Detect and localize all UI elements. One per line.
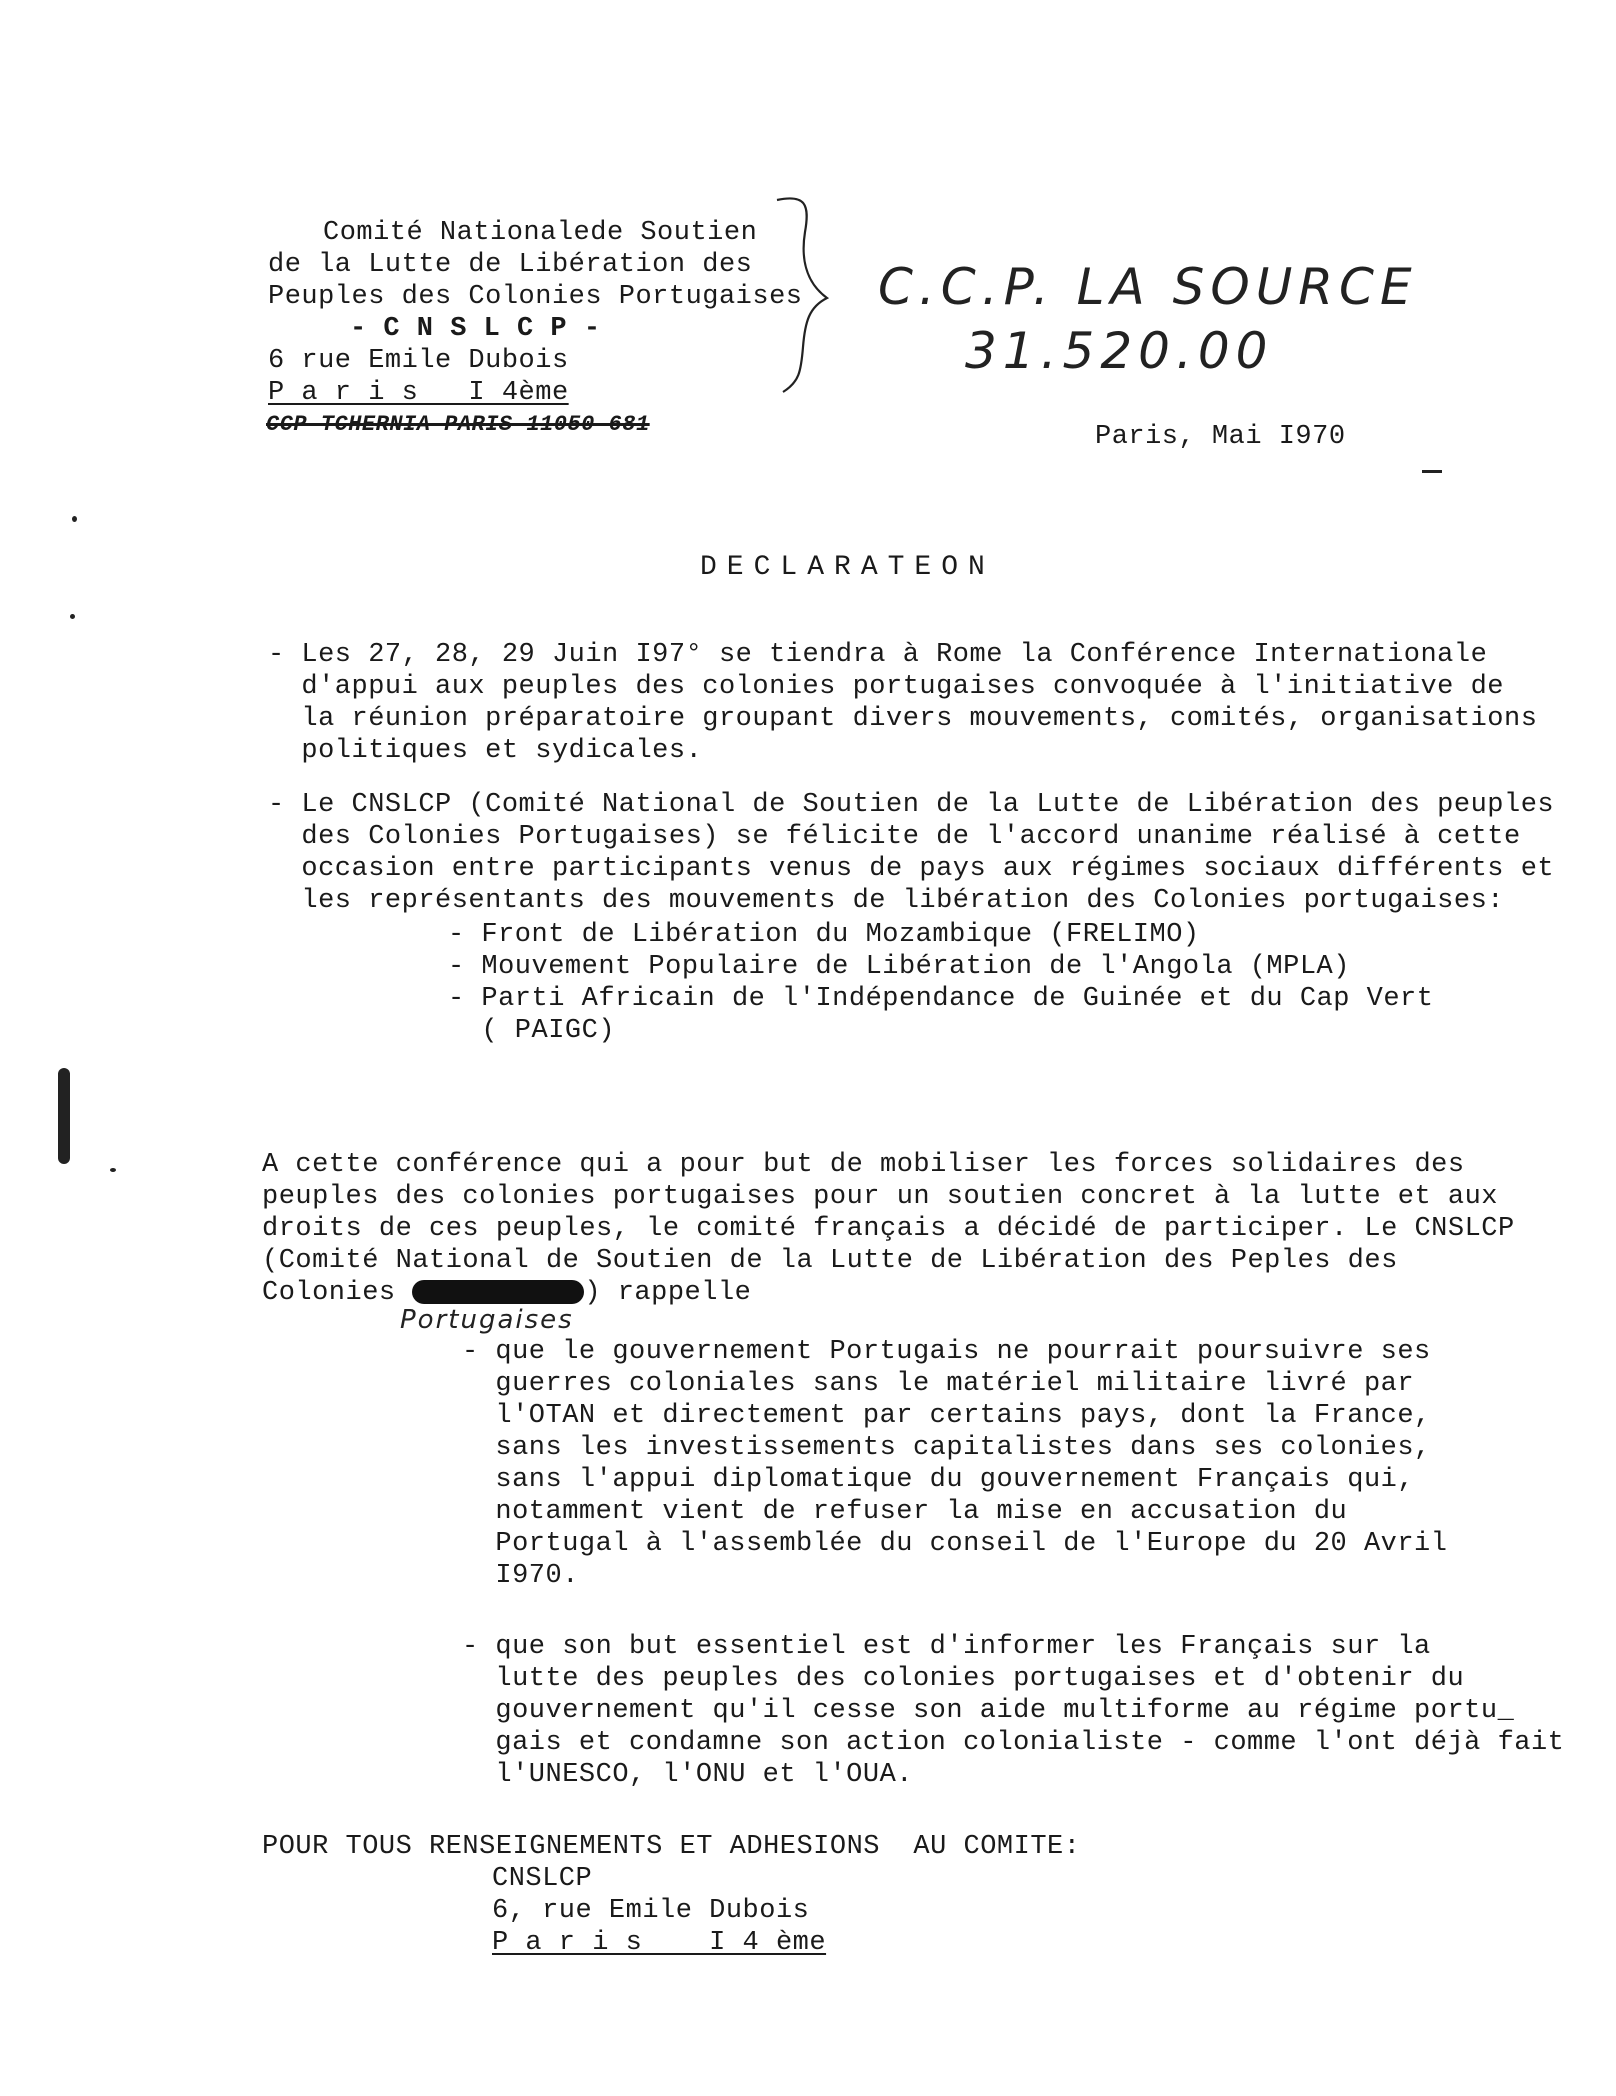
p2-line-4: les représentants des mouvements de libération des Colonies portugaises: <box>268 886 1504 916</box>
movement-frelimo: - Front de Libération du Mozambique (FRELIMO) <box>448 920 1200 950</box>
p3-line-3: droits de ces peuples, le comité français a décidé de participer. Le CNSLCP <box>262 1214 1515 1244</box>
movements-list <box>448 920 1434 1100</box>
pt1-line-6: notamment vient de refuser la mise en accusation du <box>462 1497 1348 1527</box>
footer-heading: POUR TOUS RENSEIGNEMENTS ET ADHESIONS AU COMITE: <box>262 1832 1081 1862</box>
pt1-line-8: I970. <box>462 1561 579 1591</box>
handwritten-insert: Portugaises <box>400 1305 574 1335</box>
movement-mpla: - Mouvement Populaire de Libération de l'Angola (MPLA) <box>448 952 1350 982</box>
pt1-line-4: sans les investissements capitalistes dans ses colonies, <box>462 1433 1431 1463</box>
footer-street: 6, rue Emile Dubois <box>492 1896 810 1926</box>
pt1-line-1: - que le gouvernement Portugais ne pourrait poursuivre ses <box>462 1337 1431 1367</box>
p1-line-4: politiques et sydicales. <box>268 736 703 766</box>
document-title: DECLARATEON <box>700 552 995 583</box>
hand-drawn-brace <box>775 192 835 402</box>
movement-paigc: - Parti Africain de l'Indépendance de Guinée et du Cap Vert <box>448 984 1434 1014</box>
pt1-line-3: l'OTAN et directement par certains pays, dont la France, <box>462 1401 1431 1431</box>
org-acronym: - C N S L C P - <box>350 314 601 344</box>
org-line-2: de la Lutte de Libération des <box>268 250 753 280</box>
org-street: 6 rue Emile Dubois <box>268 346 569 376</box>
scan-speck <box>58 1068 70 1164</box>
p2-line-1: - Le CNSLCP (Comité National de Soutien de la Lutte de Libération des peuples <box>268 790 1555 820</box>
pt2-line-5: l'UNESCO, l'ONU et l'OUA. <box>462 1760 913 1790</box>
redaction-mark <box>412 1280 584 1304</box>
pt2-line-4: gais et condamne son action colonialiste - comme l'ont déjà fait <box>462 1728 1565 1758</box>
handwritten-ccp-label: C.C.P. LA SOURCE <box>878 258 1418 316</box>
p2-line-2: des Colonies Portugaises) se félicite de l'accord unanime réalisé à cette <box>268 822 1521 852</box>
scan-speck <box>110 1168 116 1172</box>
footer-contact <box>262 1832 1081 2012</box>
p1-line-3: la réunion préparatoire groupant divers mouvements, comités, organisations <box>268 704 1538 734</box>
footer-name: CNSLCP <box>492 1864 593 1894</box>
point-otan <box>462 1337 1448 1637</box>
p3-line-5-prefix: Colonies <box>262 1278 413 1308</box>
margin-dash <box>1422 470 1442 473</box>
p3-line-2: peuples des colonies portugaises pour un soutien concret à la lutte et aux <box>262 1182 1498 1212</box>
point-inform <box>462 1632 1565 1842</box>
scan-speck <box>72 516 77 522</box>
pt1-line-2: guerres coloniales sans le matériel militaire livré par <box>462 1369 1415 1399</box>
org-address-block <box>266 218 803 488</box>
struck-ccp-line: CCP TCHERNIA PARIS 11050 681 <box>266 412 650 437</box>
scan-speck <box>70 614 75 619</box>
pt1-line-7: Portugal à l'assemblée du conseil de l'Europe du 20 Avril <box>462 1529 1448 1559</box>
p2-line-3: occasion entre participants venus de pays aux régimes sociaux différents et <box>268 854 1555 884</box>
footer-city: P a r i s I 4 ème <box>492 1928 827 1958</box>
p1-line-1: - Les 27, 28, 29 Juin I97° se tiendra à Rome la Conférence Internationale <box>268 640 1488 670</box>
org-line-1: Comité Nationalede Soutien <box>323 218 758 248</box>
org-line-3: Peuples des Colonies Portugaises <box>268 282 803 312</box>
pt2-line-3: gouvernement qu'il cesse son aide multiforme au régime portu_ <box>462 1696 1515 1726</box>
p3-line-4: (Comité National de Soutien de la Lutte de Libération des Peples des <box>262 1246 1398 1276</box>
movement-paigc-acronym: ( PAIGC) <box>448 1016 616 1046</box>
p3-line-5 <box>262 1278 751 1308</box>
p1-line-2: d'appui aux peuples des colonies portugaises convoquée à l'initiative de <box>268 672 1504 702</box>
pt2-line-2: lutte des peuples des colonies portugaises et d'obtenir du <box>462 1664 1465 1694</box>
place-date: Paris, Mai I970 <box>1095 422 1346 452</box>
pt1-line-5: sans l'appui diplomatique du gouvernement Français qui, <box>462 1465 1415 1495</box>
pt2-line-1: - que son but essentiel est d'informer les Français sur la <box>462 1632 1431 1662</box>
p3-line-1: A cette conférence qui a pour but de mobiliser les forces solidaires des <box>262 1150 1465 1180</box>
handwritten-ccp-number: 31.520.00 <box>965 322 1274 380</box>
org-city: P a r i s I 4ème <box>268 378 569 408</box>
p3-line-5-suffix: ) rappelle <box>584 1278 752 1308</box>
